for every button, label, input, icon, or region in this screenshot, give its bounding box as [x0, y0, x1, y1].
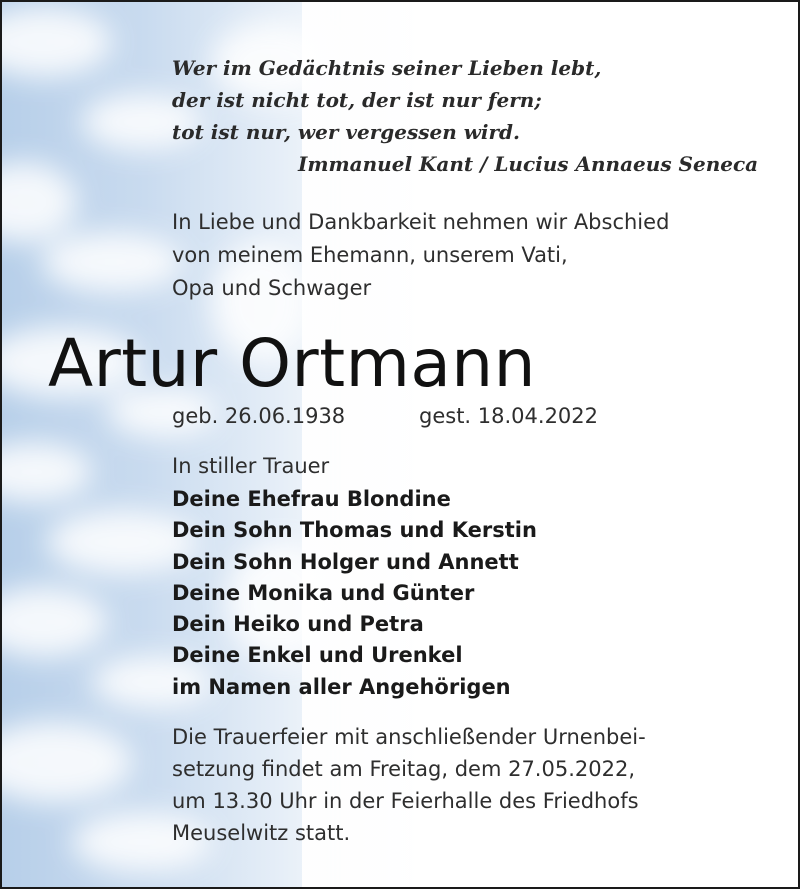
funeral-line: Meuselwitz statt. [172, 821, 351, 845]
mourner-entry: Dein Sohn Holger und Annett [172, 549, 519, 574]
death-date: gest. 18.04.2022 [419, 404, 599, 428]
quote [172, 52, 601, 148]
deceased-name: Artur Ortmann [48, 325, 536, 402]
quote-line: Wer im Gedächtnis seiner Lieben lebt, [172, 56, 602, 80]
intro-line: von meinem Ehemann, unserem Vati, [172, 243, 568, 267]
birth-date: geb. 26.06.1938 [172, 404, 346, 428]
intro-line: Opa und Schwager [172, 276, 372, 300]
mourners-list [172, 484, 537, 703]
quote-line: der ist nicht tot, der ist nur fern; [172, 88, 542, 112]
mourner-entry: Deine Monika und Günter [172, 580, 475, 605]
mourning-heading: In stiller Trauer [172, 454, 330, 478]
quote-author: Immanuel Kant / Lucius Annaeus Seneca [298, 152, 759, 176]
funeral-line: Die Trauerfeier mit anschließender Urnenbei- [172, 725, 646, 749]
mourner-entry: Dein Sohn Thomas und Kerstin [172, 518, 537, 543]
mourner-entry: Dein Heiko und Petra [172, 612, 424, 637]
funeral-line: setzung findet am Freitag, dem 27.05.2022, [172, 757, 635, 781]
quote-line: tot ist nur, wer vergessen wird. [172, 120, 521, 144]
farewell-intro [172, 206, 669, 305]
funeral-details [172, 721, 646, 849]
mourner-entry: Deine Enkel und Urenkel [172, 643, 463, 668]
funeral-line: um 13.30 Uhr in der Feierhalle des Friedhofs [172, 789, 639, 813]
intro-line: In Liebe und Dankbarkeit nehmen wir Abschied [172, 210, 670, 234]
mourner-entry: im Namen aller Angehörigen [172, 674, 511, 699]
mourner-entry: Deine Ehefrau Blondine [172, 487, 451, 511]
